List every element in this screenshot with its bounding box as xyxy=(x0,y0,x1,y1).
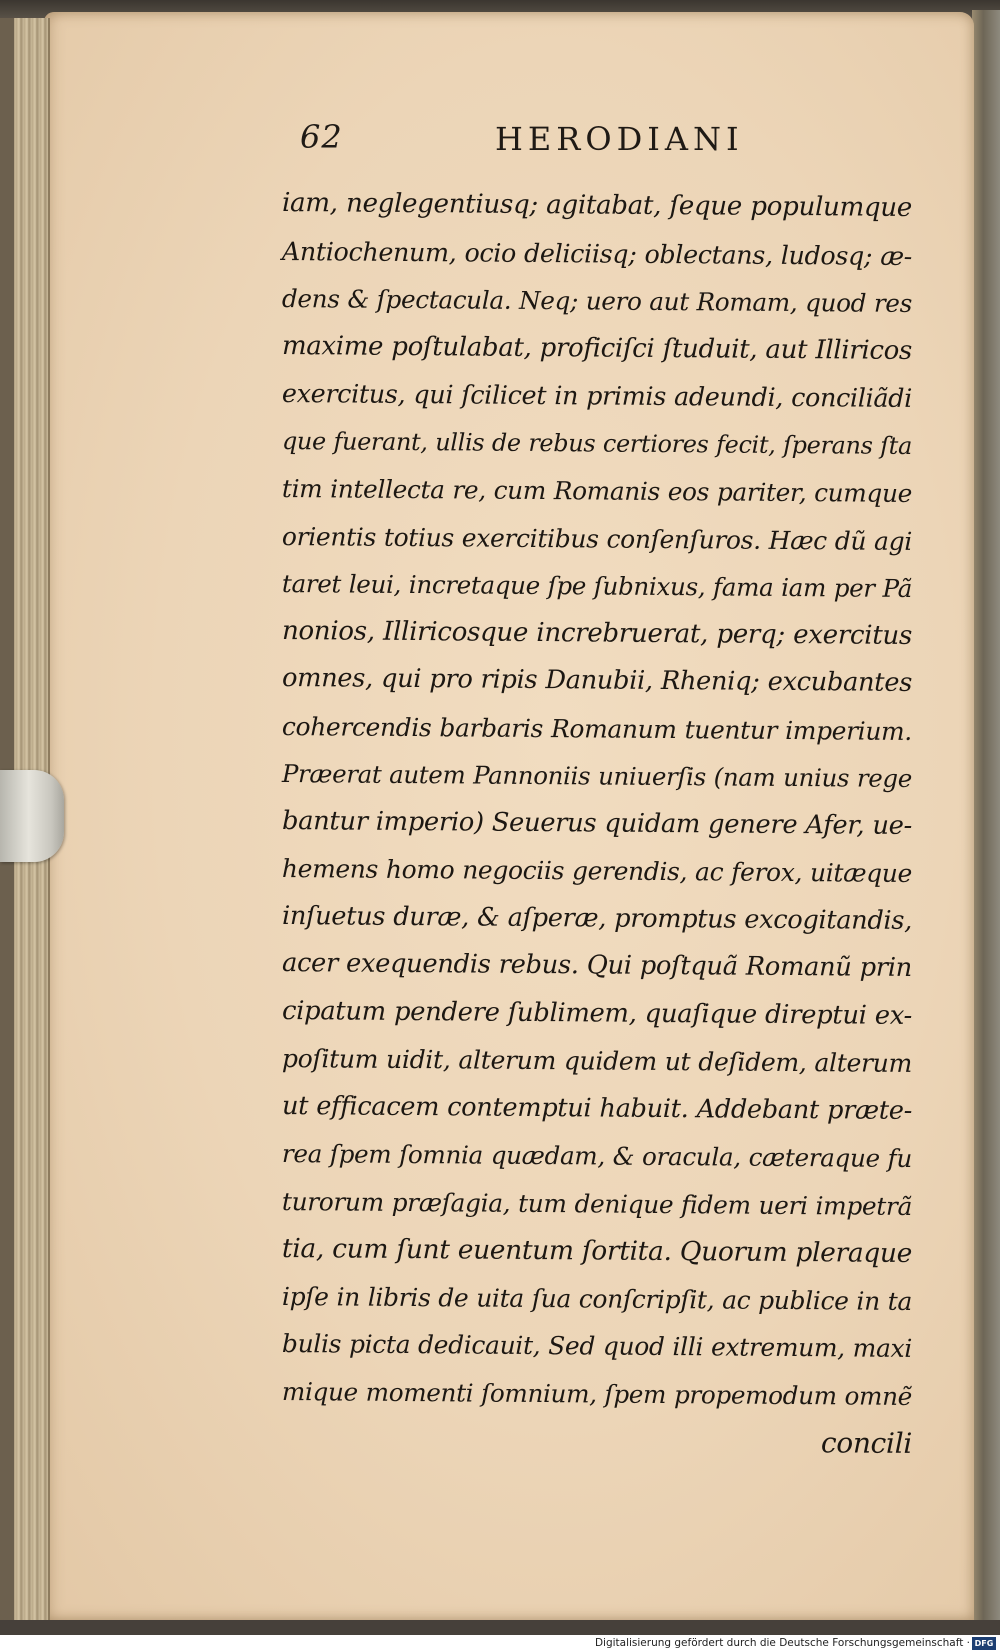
text-line: tia, cum ſunt euentum ſortita. Quorum pleraque xyxy=(281,1233,913,1269)
text-line: exercitus, qui ſcilicet in primis adeundi, conciliãdi xyxy=(281,378,913,413)
text-line: cipatum pendere ſublimem, quaſique direptui ex- xyxy=(281,995,913,1031)
text-line: inſuetus duræ, & aſperæ, promptus excogitandis, xyxy=(281,900,913,936)
funding-credit: Digitalisierung gefördert durch die Deutsche Forschungsgemeinschaft · xyxy=(594,1637,970,1649)
text-line: maxime poſtulabat, proficiſci ſtuduit, aut Illiricos xyxy=(281,330,913,366)
book-cover-right-edge xyxy=(972,10,1000,1625)
footer-bar xyxy=(0,1635,1000,1652)
text-line: bantur imperio) Seuerus quidam genere Afer, ue- xyxy=(281,805,913,841)
body-text xyxy=(282,180,912,1463)
book-board-bottom xyxy=(0,1620,1000,1635)
text-line: Antiochenum, ocio deliciisq; oblectans, ludosq; æ- xyxy=(281,236,913,271)
text-line: acer exequendis rebus. Qui poſtquã Romanũ prin xyxy=(281,948,913,983)
text-line: taret leui, incretaque ſpe ſubnixus, fama iam per Pã xyxy=(281,569,913,603)
text-line: tim intellecta re, cum Romanis eos pariter, cumque xyxy=(281,474,913,508)
text-line: poſitum uidit, alterum quidem ut deſidem, alterum xyxy=(281,1044,913,1078)
text-line: orientis totius exercitibus conſenſuros. Hæc dũ agi xyxy=(281,521,913,556)
text-line: hemens homo negociis gerendis, ac ferox, uitæque xyxy=(281,854,913,888)
text-line: mique momenti ſomnium, ſpem propemodum omnẽ xyxy=(281,1376,913,1411)
text-line: que fuerant, ullis de rebus certiores fecit, ſperans ſta xyxy=(281,426,913,460)
page-clip xyxy=(0,770,64,862)
text-line: dens & ſpectacula. Neq; uero aut Romam, quod res xyxy=(281,284,913,318)
text-line: iam, neglegentiusq; agitabat, ſeque populumque xyxy=(281,188,913,223)
running-head xyxy=(300,118,760,168)
text-line: Præerat autem Pannoniis uniuerſis (nam unius rege xyxy=(281,759,913,793)
text-line: rea ſpem ſomnia quædam, & oracula, cæteraque fu xyxy=(281,1139,913,1173)
text-line: bulis picta dedicauit, Sed quod illi extremum, maxi xyxy=(281,1329,913,1363)
text-line: cohercendis barbaris Romanum tuentur imperium. xyxy=(281,711,913,746)
text-line: nonios, Illiricosque increbruerat, perq; exercitus xyxy=(281,615,913,651)
text-line: ipſe in libris de uita ſua conſcripſit, ac publice in ta xyxy=(281,1281,913,1316)
page-number: 62 xyxy=(300,118,343,156)
running-title: HERODIANI xyxy=(495,120,744,158)
text-line: concili xyxy=(820,1426,913,1460)
dfg-logo: DFG xyxy=(972,1637,996,1650)
text-line: omnes, qui pro ripis Danubii, Rheniq; excubantes xyxy=(281,663,913,698)
text-line: ut efficacem contemptui habuit. Addebant præte- xyxy=(281,1090,913,1126)
text-line: turorum præſagia, tum denique fidem ueri impetrã xyxy=(281,1186,913,1221)
